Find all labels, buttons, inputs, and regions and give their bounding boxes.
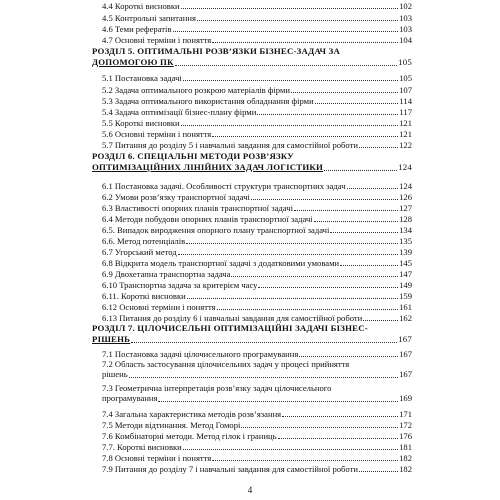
toc-entry-page: 161 [399, 302, 412, 312]
toc-entry[interactable] [92, 106, 412, 117]
toc-entry-title: 7.7. Короткі висновки [102, 443, 182, 452]
toc-entry-title: 6.4 Методи побудови опорних планів транспортної задачі [102, 215, 313, 224]
toc-entry-page: 145 [399, 258, 412, 268]
dot-leader [129, 377, 398, 378]
toc-entry-title: 5.7 Питання до розділу 5 і навчальні завдання для самостійної роботи [102, 141, 358, 150]
toc-entry-page: 167 [399, 349, 412, 359]
dot-leader [212, 42, 398, 43]
toc-entry-title: 5.2 Задача оптимального розкрою матеріалів фірми [102, 86, 291, 95]
dot-leader [282, 416, 398, 417]
toc-entry-page: 167 [399, 369, 412, 379]
toc-entry-page: 139 [399, 247, 412, 257]
dot-leader [231, 276, 398, 277]
toc-entry-page: 128 [399, 214, 412, 224]
toc-chapter-page: 124 [398, 162, 412, 172]
toc-entry-title: 6.8 Відкрита модель транспортної задачі з додатковими умовами [102, 259, 340, 268]
dot-leader [217, 309, 399, 310]
toc-entry-title: 6.11. Короткі висновки [102, 292, 186, 301]
toc-entry-title: 4.4 Короткі висновки [102, 2, 180, 11]
toc-entry-page: 169 [399, 393, 412, 403]
toc-entry[interactable] [92, 213, 412, 224]
toc-entry[interactable] [92, 408, 412, 419]
toc-entry-page: 104 [399, 35, 412, 45]
dot-leader [340, 265, 398, 266]
dot-leader [278, 438, 399, 439]
toc-entry-page: 171 [399, 409, 412, 419]
dot-leader [251, 199, 398, 200]
toc-entry-page: 182 [399, 453, 412, 463]
dot-leader [315, 103, 399, 104]
dot-leader [299, 356, 398, 357]
dot-leader [212, 136, 398, 137]
toc-entry[interactable] [92, 312, 412, 323]
toc-chapter[interactable] [92, 46, 412, 68]
toc-entry-title: 6.5. Випадок виродження опорного плану транспортної задачі [102, 226, 330, 235]
toc-entry[interactable] [92, 430, 412, 441]
toc-entry[interactable] [92, 224, 412, 235]
toc-entry-page: 107 [399, 85, 412, 95]
toc-entry[interactable] [92, 463, 412, 474]
toc-entry-page: 121 [399, 118, 412, 128]
toc-entry-page: 114 [399, 96, 412, 106]
toc-entry-title: 4.5 Контрольні запитання [102, 14, 196, 23]
toc-entry[interactable] [92, 202, 412, 213]
dot-leader [291, 92, 398, 93]
dot-leader [359, 147, 398, 148]
toc-entry[interactable] [92, 72, 412, 83]
toc-entry[interactable] [92, 301, 412, 312]
dot-leader [173, 31, 399, 32]
toc-entry[interactable] [92, 191, 412, 202]
toc-entry-page: 147 [399, 269, 412, 279]
dot-leader [178, 254, 398, 255]
toc-entry[interactable] [92, 34, 412, 45]
toc-entry-page: 182 [399, 464, 412, 474]
toc-entry-title: 6.10 Транспортна задача за критерієм часу [102, 281, 258, 290]
dot-leader [324, 170, 397, 171]
toc-entry[interactable] [92, 246, 412, 257]
toc-entry[interactable] [92, 0, 412, 11]
toc-entry-page: 159 [399, 291, 412, 301]
dot-leader [363, 320, 398, 321]
dot-leader [186, 243, 398, 244]
toc-entry-title: 7.1 Постановка задачі цілочисельного програмування [102, 350, 299, 359]
toc-entry-title: 7.3 Геометрична інтерпретація розв’язку задач цілочисельного [102, 383, 332, 393]
toc-chapter[interactable] [92, 151, 412, 173]
toc-entry-title: 5.3 Задача оптимального використання обладнання фірми [102, 97, 314, 106]
toc-entry-title: 6.6. Метод потенціалів [102, 237, 186, 246]
toc-entry-page: 103 [399, 24, 412, 34]
toc-entry[interactable] [92, 95, 412, 106]
toc-entry[interactable] [92, 384, 412, 404]
toc-entry-page: 149 [399, 280, 412, 290]
toc-chapter-title: РОЗДІЛ 7. ЦІЛОЧИСЕЛЬНІ ОПТИМІЗАЦІЙНІ ЗАДАЧІ БІЗНЕС- [92, 323, 368, 333]
toc-entry-title: 6.2 Умови розв’язку транспортної задачі [102, 193, 250, 202]
toc-chapter-title-cont: РІШЕНЬ [92, 334, 131, 344]
toc-entry-page: 162 [399, 313, 412, 323]
toc-entry-page: 103 [399, 13, 412, 23]
dot-leader [347, 188, 399, 189]
toc-entry[interactable] [92, 235, 412, 246]
toc-entry[interactable] [92, 290, 412, 301]
dot-leader [187, 298, 398, 299]
dot-leader [183, 80, 398, 81]
toc-chapter-page: 105 [398, 57, 412, 67]
toc-entry-title: 6.7 Угорський метод [102, 248, 177, 257]
dot-leader [330, 232, 398, 233]
toc-entry-page: 172 [399, 420, 412, 430]
toc-entry-title: 6.13 Питання до розділу 6 і навчальні завдання для самостійної роботи [102, 314, 363, 323]
toc-entry-title: 6.1 Постановка задачі. Особливості структури транспортних задач [102, 182, 346, 191]
toc-entry-title: 6.9 Двохетапна транспортна задача [102, 270, 231, 279]
toc-entry-page: 124 [399, 181, 412, 191]
toc-entry[interactable] [92, 268, 412, 279]
toc-entry[interactable] [92, 452, 412, 463]
toc-entry-page: 117 [399, 107, 412, 117]
toc-entry-page: 126 [399, 192, 412, 202]
toc-entry-title: 7.6 Комбінаторні методи. Метод гілок і границь [102, 432, 277, 441]
toc-entry-title: 5.4 Задача оптимізації бізнес-плану фірми [102, 108, 257, 117]
dot-leader [131, 342, 397, 343]
toc-entry[interactable] [92, 441, 412, 452]
dot-leader [212, 460, 398, 461]
toc-entry-page: 176 [399, 431, 412, 441]
toc-entry-title: 5.6 Основні терміни і поняття [102, 130, 212, 139]
dot-leader [181, 8, 398, 9]
toc-entry[interactable] [92, 117, 412, 128]
toc-entry-page: 135 [399, 236, 412, 246]
toc-chapter-page: 167 [398, 334, 412, 344]
toc-entry-title: 7.2 Область застосування цілочисельних задач у процесі прийняття [102, 359, 350, 369]
toc-entry-title-cont: програмування [102, 393, 158, 403]
toc-entry-page: 181 [399, 442, 412, 452]
toc-entry-page: 127 [399, 203, 412, 213]
toc-entry[interactable] [92, 419, 412, 430]
dot-leader [294, 210, 398, 211]
toc-entry[interactable] [92, 139, 412, 150]
toc-entry-title: 4.7 Основні терміни і поняття [102, 36, 212, 45]
dot-leader [158, 401, 398, 402]
toc-entry-title: 7.4 Загальна характеристика методів розв’язання [102, 410, 282, 419]
dot-leader [183, 449, 398, 450]
toc-entry-title: 7.9 Питання до розділу 7 і навчальні завдання для самостійної роботи [102, 465, 358, 474]
toc-chapter-title-cont: ОПТИМІЗАЦІЙНИХ ЛІНІЙНИХ ЗАДАЧ ЛОГІСТИКИ [92, 162, 324, 172]
toc-chapter-title: РОЗДІЛ 5. ОПТИМАЛЬНІ РОЗВ’ЯЗКИ БІЗНЕС-ЗАДАЧ ЗА [92, 46, 340, 56]
toc-entry-page: 134 [399, 225, 412, 235]
toc-entry-page: 121 [399, 129, 412, 139]
toc-entry[interactable] [92, 279, 412, 290]
dot-leader [241, 427, 398, 428]
toc-entry[interactable] [92, 360, 412, 380]
toc-entry[interactable] [92, 128, 412, 139]
toc-entry-title: 6.12 Основні терміни і поняття [102, 303, 216, 312]
toc-entry[interactable] [92, 84, 412, 95]
toc-entry-title: 4.6 Теми рефератів [102, 25, 172, 34]
toc-entry-title: 7.5 Методи відтинання. Метод Гоморі [102, 421, 241, 430]
toc-chapter[interactable] [92, 323, 412, 345]
toc-entry[interactable] [92, 23, 412, 34]
toc-entry-title: 5.5 Короткі висновки [102, 119, 180, 128]
toc-entry[interactable] [92, 348, 412, 359]
toc-entry-title: 5.1 Постановка задачі [102, 74, 182, 83]
dot-leader [257, 114, 398, 115]
dot-leader [181, 125, 398, 126]
toc-entry-title: 6.3 Властивості опорних планів транспортної задачі [102, 204, 293, 213]
dot-leader [359, 471, 398, 472]
toc-entry[interactable] [92, 180, 412, 191]
dot-leader [258, 287, 398, 288]
toc-entry-page: 105 [399, 73, 412, 83]
dot-leader [197, 20, 398, 21]
toc-chapter-title-cont: ДОПОМОГОЮ ПК [92, 57, 174, 67]
dot-leader [175, 65, 398, 66]
toc-entry[interactable] [92, 257, 412, 268]
toc-entry-page: 122 [399, 140, 412, 150]
toc-entry-title-cont: рішень [102, 369, 128, 379]
toc-chapter-title: РОЗДІЛ 6. СПЕЦІАЛЬНІ МЕТОДИ РОЗВ’ЯЗКУ [92, 151, 294, 161]
toc-entry-page: 102 [399, 1, 412, 11]
toc-entry[interactable] [92, 12, 412, 23]
toc-entry-title: 7.8 Основні терміни і поняття [102, 454, 212, 463]
page-number: 4 [247, 485, 253, 495]
dot-leader [314, 221, 398, 222]
